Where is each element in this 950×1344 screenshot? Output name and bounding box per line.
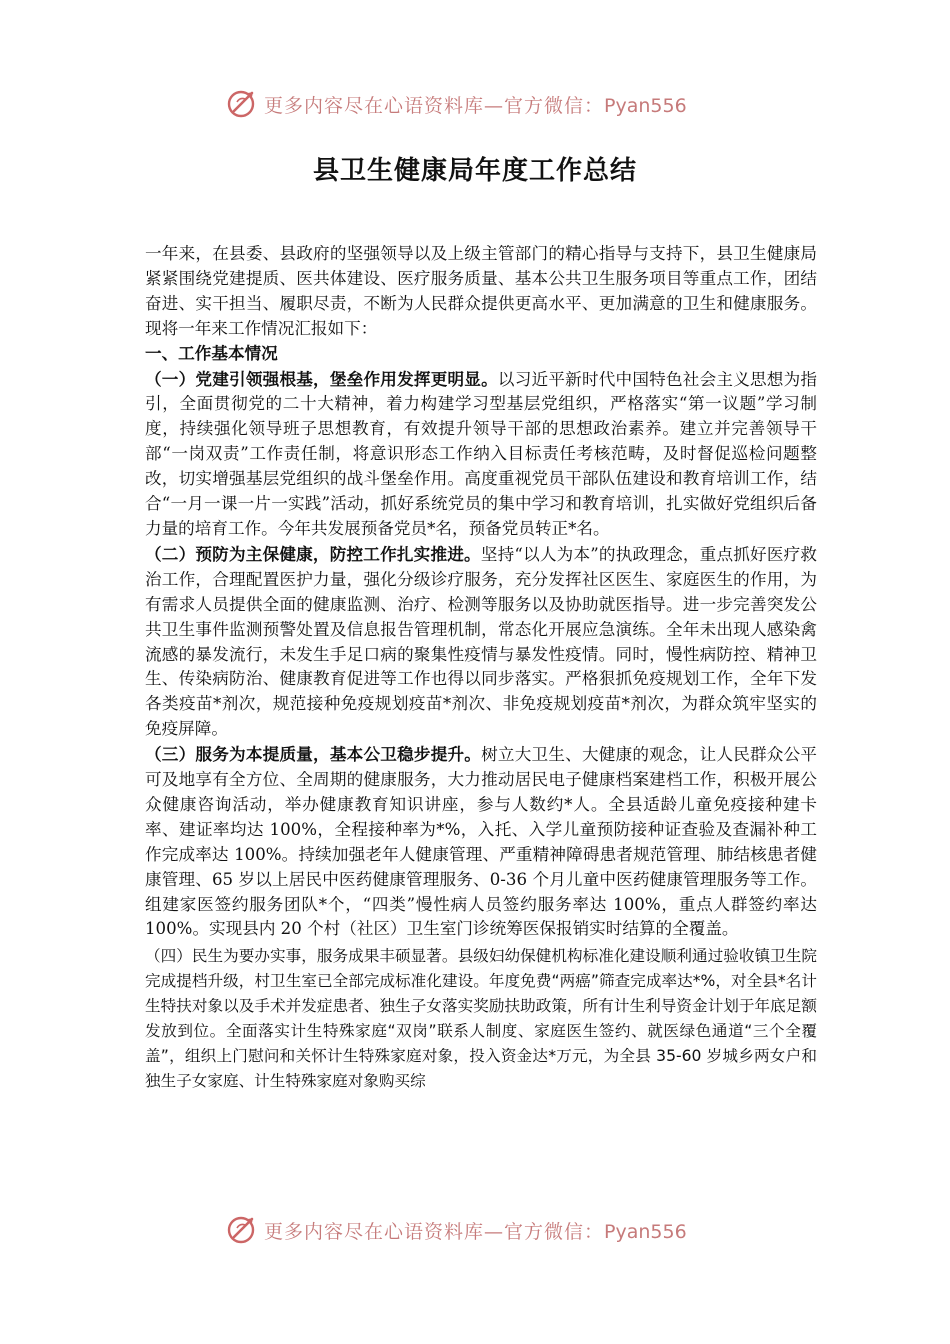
banner-separator: — bbox=[484, 1221, 505, 1243]
item-paragraph-2 bbox=[145, 542, 817, 742]
banner-brand: 更多内容尽在心语资料库 bbox=[264, 1221, 485, 1243]
banner-label: 官方微信： bbox=[504, 95, 605, 117]
banner-brand: 更多内容尽在心语资料库 bbox=[264, 95, 485, 117]
brand-logo-icon bbox=[226, 1213, 260, 1247]
item-heading-2: （二）预防为主保健康，防控工作扎实推进。 bbox=[145, 543, 481, 564]
item-body-2: 坚持“以人为本”的执政理念，重点抓好医疗救治工作，合理配置医护力量，强化分级诊疗服务，充分发挥社区医生、家庭医生的作用，为有需求人员提供全面的健康监测、治疗、检测等服务以及协助就医指导。进一步完善突发公共卫生事件监测预警处置及信息报告管理机制，常态化开展应急演练。全年未出现人感染禽流感的暴发流行，未发生手足口病的聚集性疫情与暴发性疫情。同时，慢性病防控、精神卫生、传染病防治、健康教育促进等工作也得以同步落实。严格狠抓免疫规划工作，全年下发各类疫苗*剂次，规范接种免疫规划疫苗*剂次、非免疫规划疫苗*剂次，为群众筑牢坚实的免疫屏障。 bbox=[145, 544, 817, 739]
footer-banner bbox=[0, 1213, 950, 1247]
item-paragraph-4 bbox=[145, 944, 817, 1093]
item-heading-4: （四）民生为要办实事，服务成果丰硕显著。 bbox=[145, 947, 458, 966]
item-paragraph-3 bbox=[145, 742, 817, 942]
item-body-1: 以习近平新时代中国特色社会主义思想为指引，全面贯彻党的二十大精神，着力构建学习型基层党组织，严格落实“第一议题”学习制度，持续强化领导班子思想教育，有效提升领导干部的思想政治素养。建立并完善领导干部“一岗双责”工作责任制，将意识形态工作纳入目标责任考核范畴，及时督促巡检问题整改，切实增强基层党组织的战斗堡垒作用。高度重视党员干部队伍建设和教育培训工作，结合“一月一课一片一实践”活动，抓好系统党员的集中学习和教育培训，扎实做好党组织后备力量的培育工作。今年共发展预备党员*名，预备党员转正*名。 bbox=[145, 369, 818, 538]
header-banner bbox=[0, 87, 950, 121]
banner-label: 官方微信： bbox=[504, 1221, 605, 1243]
banner-text bbox=[264, 1217, 687, 1244]
banner-wechat: Pyan556 bbox=[604, 95, 687, 117]
banner-separator: — bbox=[484, 95, 505, 117]
item-paragraph-1 bbox=[145, 367, 817, 542]
banner-wechat: Pyan556 bbox=[604, 1221, 687, 1243]
banner-text bbox=[264, 91, 687, 118]
brand-logo-icon bbox=[226, 87, 260, 121]
page-title: 县卫生健康局年度工作总结 bbox=[312, 156, 637, 186]
document-body bbox=[145, 242, 817, 1094]
intro-paragraph: 一年来，在县委、县政府的坚强领导以及上级主管部门的精心指导与支持下，县卫生健康局紧紧围绕党建提质、医共体建设、医疗服务质量、基本公共卫生服务项目等重点工作，团结奋进、实干担当、履职尽责，不断为人民群众提供更高水平、更加满意的卫生和健康服务。现将一年来工作情况汇报如下： bbox=[145, 244, 817, 338]
section-heading: 一、工作基本情况 bbox=[145, 343, 278, 363]
item-body-4: 县级妇幼保健机构标准化建设顺利通过验收镇卫生院完成提档升级，村卫生室已全部完成标准化建设。年度免费“两癌”筛查完成率达*%，对全县*名计生特扶对象以及手术并发症患者、独生子女落实奖励扶助政策，所有计生利导资金计划于年底足额发放到位。全面落实计生特殊家庭“双岗”联系人制度、家庭医生签约、就医绿色通道“三个全覆盖”，组织上门慰问和关怀计生特殊家庭对象，投入资金达*万元，为全县 35-60 岁城乡两女户和独生子女家庭、计生特殊家庭对象购买综 bbox=[145, 947, 817, 1090]
item-body-3: 树立大卫生、大健康的观念，让人民群众公平可及地享有全方位、全周期的健康服务，大力推动居民电子健康档案建档工作，积极开展公众健康咨询活动，举办健康教育知识讲座，参与人数约*人。全县适龄儿童免疫接种建卡率、建证率均达 100%，全程接种率为*%，入托、入学儿童预防接种证查验及查漏补种工作完成率达 100%。持续加强老年人健康管理、严重精神障碍患者规范管理、肺结核患者健康管理、65 岁以上居民中医药健康管理服务、0-36 个月儿童中医药健康管理服务等工作。组建家医签约服务团队*个，“四类”慢性病人员签约服务率达 100%，重点人群签约率达 100%。实现县内 20 个村（社区）卫生室门诊统筹医保报销实时结算的全覆盖。 bbox=[145, 745, 818, 939]
item-heading-1: （一）党建引领强根基，堡垒作用发挥更明显。 bbox=[145, 368, 498, 389]
item-heading-3: （三）服务为本提质量，基本公卫稳步提升。 bbox=[145, 744, 482, 765]
